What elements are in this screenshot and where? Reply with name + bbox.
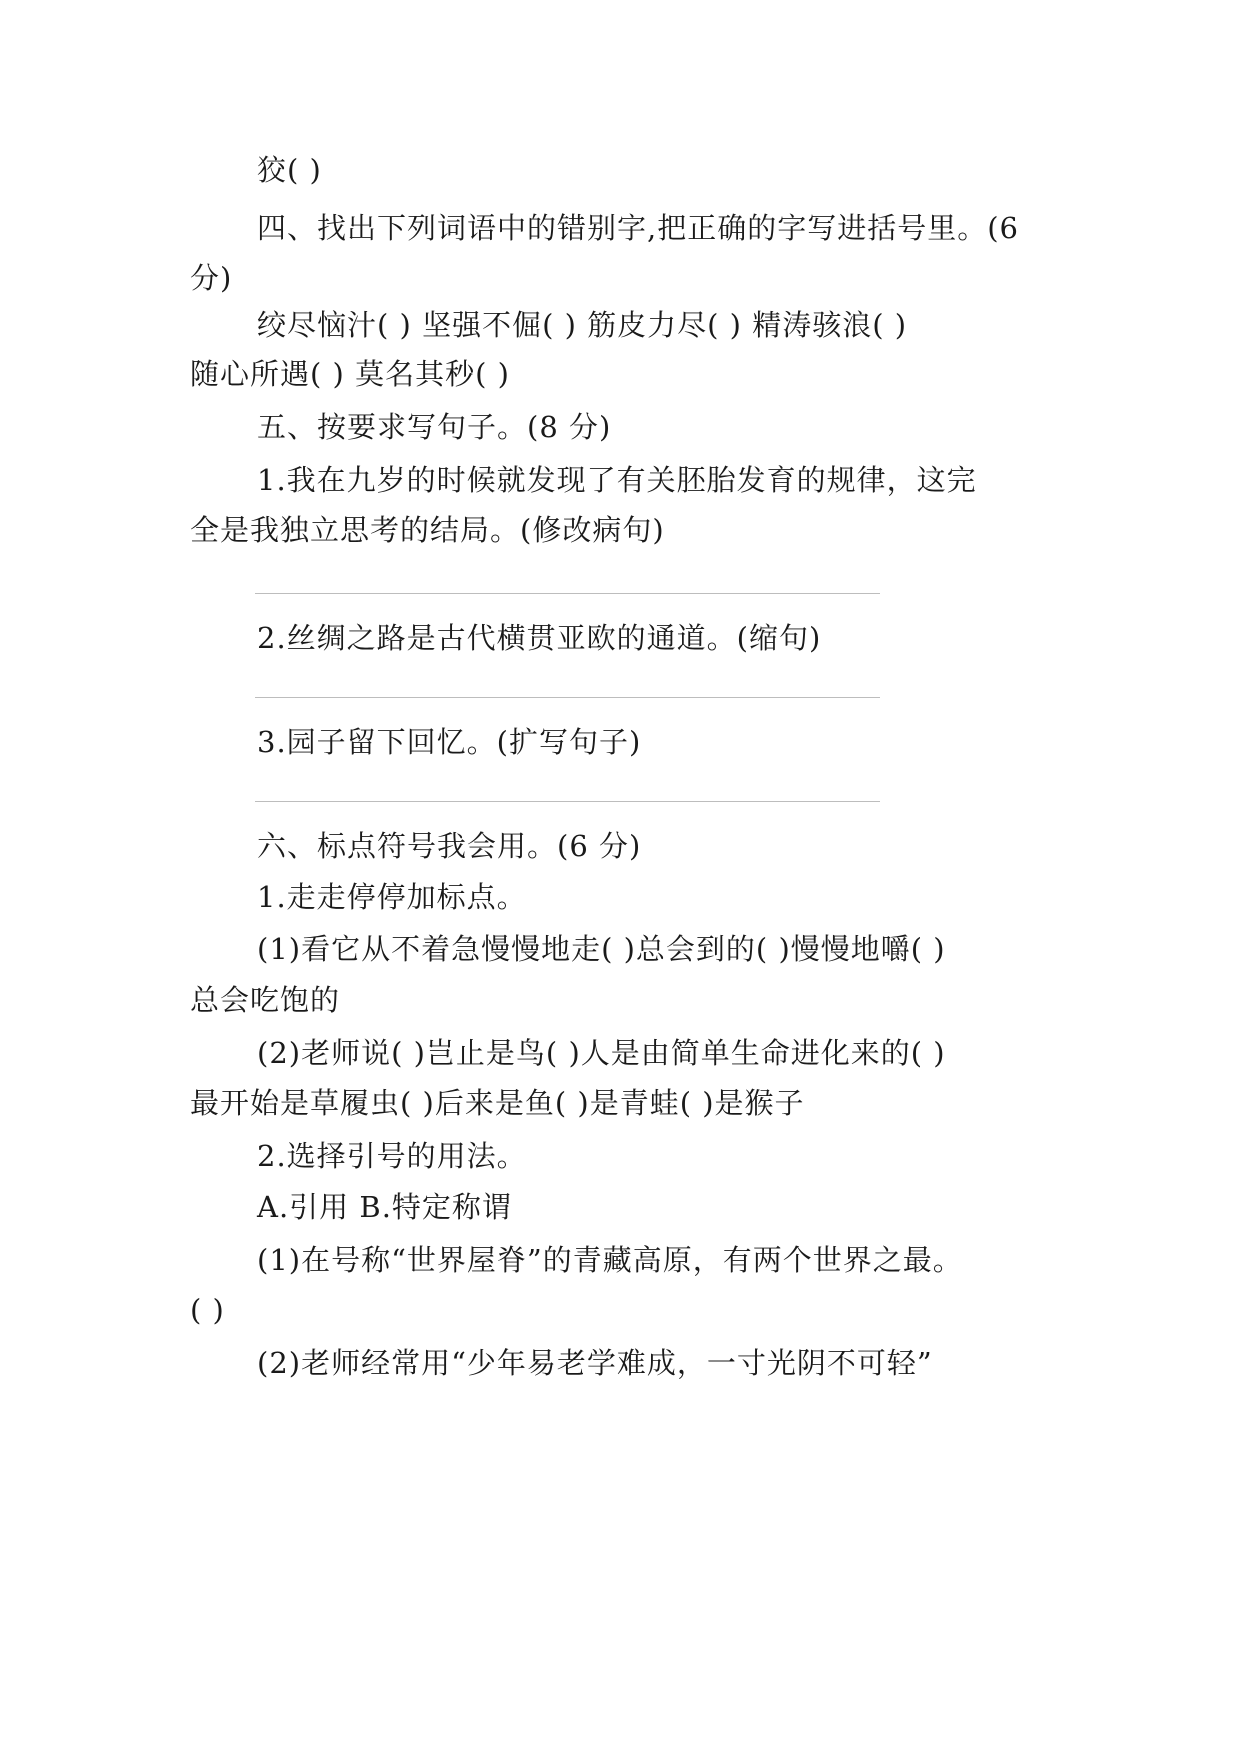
quote-item-1: (1)在号称“世界屋脊”的青藏高原，有两个世界之最。: [257, 1243, 963, 1277]
section-four-heading: 四、找出下列词语中的错别字,把正确的字写进括号里。(6: [257, 211, 1019, 245]
punctuation-question-2: 2.选择引号的用法。: [257, 1139, 527, 1173]
sentence-question-2: 2.丝绸之路是古代横贯亚欧的通道。(缩句): [257, 621, 822, 655]
punctuation-item-2-continued: 最开始是草履虫( )后来是鱼( )是青蛙( )是猴子: [190, 1086, 805, 1120]
punctuation-question-1: 1.走走停停加标点。: [257, 880, 527, 914]
quote-usage-options: A.引用 B.特定称谓: [257, 1190, 512, 1224]
sentence-question-3: 3.园子留下回忆。(扩写句子): [257, 725, 642, 759]
section-six-heading: 六、标点符号我会用。(6 分): [257, 829, 642, 863]
quote-item-1-answer: ( ): [190, 1293, 225, 1327]
answer-line-3: [255, 801, 880, 802]
answer-line-1: [255, 593, 880, 594]
answer-line-2: [255, 697, 880, 698]
sentence-question-1-continued: 全是我独立思考的结局。(修改病句): [190, 513, 665, 547]
punctuation-item-2: (2)老师说( )岂止是鸟( )人是由简单生命进化来的( ): [257, 1036, 946, 1070]
sentence-question-1: 1.我在九岁的时候就发现了有关胚胎发育的规律，这完: [257, 463, 977, 497]
quote-item-2: (2)老师经常用“少年易老学难成，一寸光阴不可轻”: [257, 1346, 933, 1380]
typo-words-line-2: 随心所遇( ) 莫名其秒( ): [190, 357, 510, 391]
punctuation-item-1-continued: 总会吃饱的: [190, 983, 341, 1017]
typo-words-line-1: 绞尽恼汁( ) 坚强不倔( ) 筋皮力尽( ) 精涛骇浪( ): [257, 308, 908, 342]
punctuation-item-1: (1)看它从不着急慢慢地走( )总会到的( )慢慢地嚼( ): [257, 932, 946, 966]
section-five-heading: 五、按要求写句子。(8 分): [257, 410, 612, 444]
section-four-heading-continued: 分): [190, 261, 233, 295]
question-fragment-line: 狡( ): [257, 153, 322, 187]
